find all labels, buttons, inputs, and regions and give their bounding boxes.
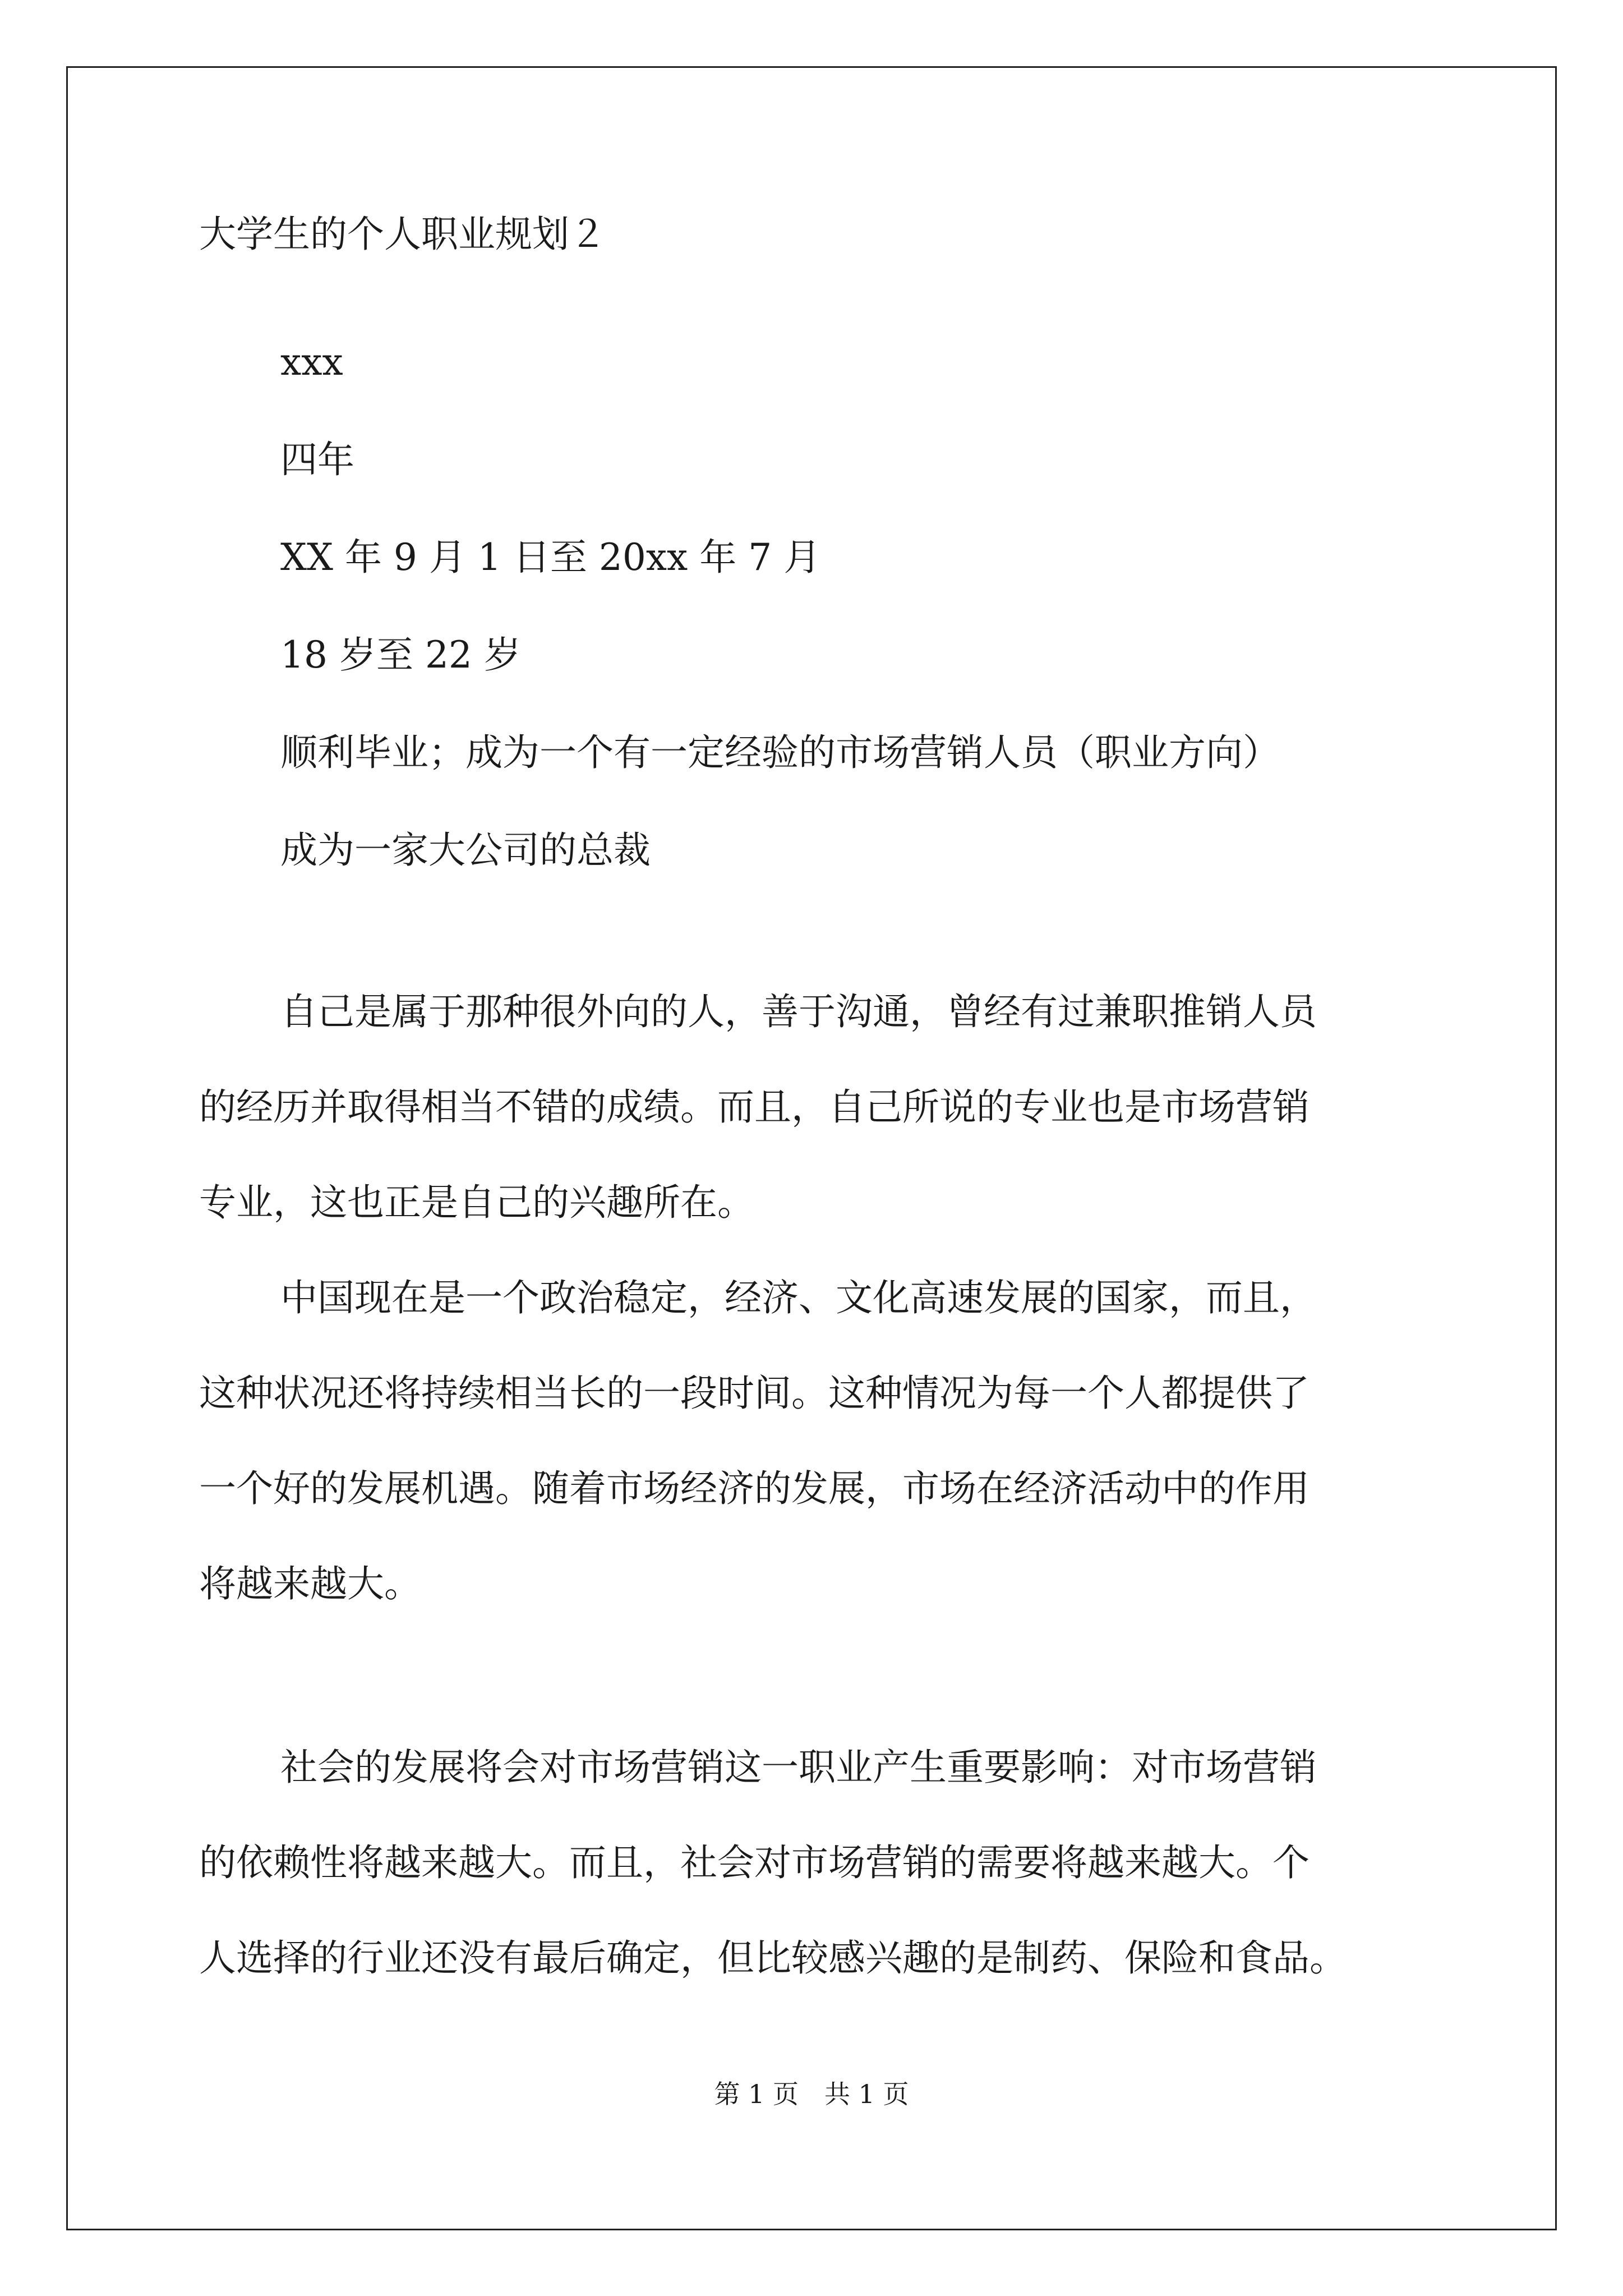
paragraph-3-line-3: 人选择的行业还没有最后确定，但比较感兴趣的是制药、保险和食品。 [199, 1936, 1347, 1980]
paragraph-1-line-1: 自己是属于那种很外向的人，善于沟通，曾经有过兼职推销人员 [280, 990, 1317, 1033]
paragraph-1-line-2: 的经历并取得相当不错的成绩。而且，自己所说的专业也是市场营销 [199, 1085, 1310, 1129]
document-title: 大学生的个人职业规划２ [199, 213, 606, 256]
paragraph-2-line-2: 这种状况还将持续相当长的一段时间。这种情况为每一个人都提供了 [199, 1372, 1310, 1415]
field-name: xxx [280, 341, 343, 384]
paragraph-3-line-1: 社会的发展将会对市场营销这一职业产生重要影响：对市场营销 [280, 1746, 1317, 1789]
paragraph-2-line-4: 将越来越大。 [199, 1562, 421, 1605]
paragraph-2-line-1: 中国现在是一个政治稳定，经济、文化高速发展的国家，而且， [280, 1276, 1317, 1319]
field-age-range: 18 岁至 22 岁 [280, 633, 521, 677]
page-border [66, 66, 1557, 2230]
paragraph-2-line-3: 一个好的发展机遇。随着市场经济的发展，市场在经济活动中的作用 [199, 1467, 1310, 1510]
field-period: XX 年 9 月 1 日至 20xx 年 7 月 [280, 536, 821, 579]
field-duration: 四年 [280, 438, 354, 481]
page-footer: 第 1 页 共 1 页 [714, 2079, 909, 2109]
paragraph-3-line-2: 的依赖性将越来越大。而且，社会对市场营销的需要将越来越大。个 [199, 1841, 1310, 1884]
field-short-term-goal: 顺利毕业；成为一个有一定经验的市场营销人员（职业方向） [280, 731, 1280, 774]
field-long-term-goal: 成为一家大公司的总裁 [280, 829, 651, 872]
paragraph-1-line-3: 专业，这也正是自己的兴趣所在。 [199, 1181, 754, 1224]
